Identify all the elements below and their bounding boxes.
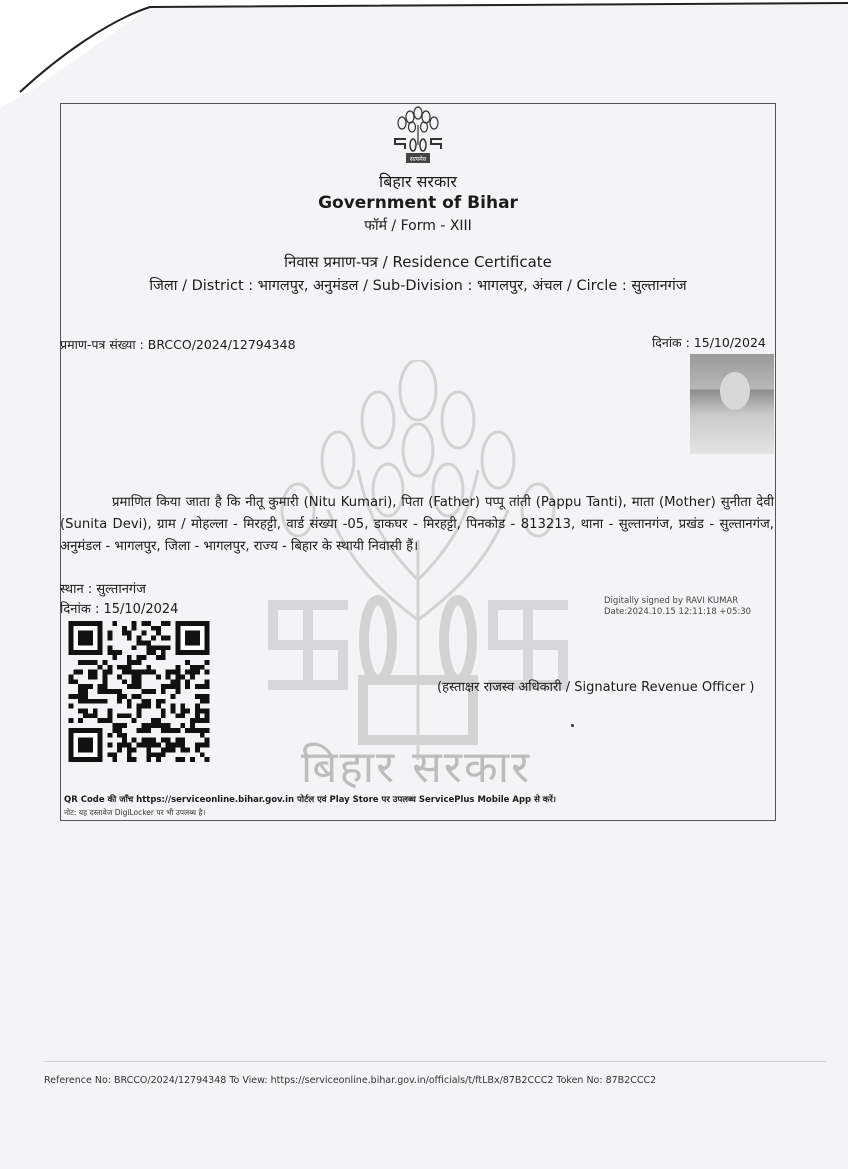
applicant-photo [690, 354, 774, 454]
emblem-motto: सत्यमेव [409, 156, 427, 163]
state-name-english: Government of Bihar [318, 193, 518, 213]
state-name-hindi: बिहार सरकार [379, 172, 457, 191]
digital-signer: Digitally signed by RAVI KUMAR [604, 596, 739, 606]
scan-shadow [0, 0, 848, 120]
qr-code[interactable] [67, 621, 211, 762]
bihar-emblem-icon [388, 105, 448, 167]
watermark-text: बिहार सरकार [300, 742, 532, 793]
bodhi-tree-watermark [258, 360, 578, 800]
certificate-date: दिनांक : 15/10/2024 [652, 335, 766, 350]
footer-divider [44, 1061, 826, 1062]
qr-verification-note: QR Code की जाँच https://serviceonline.bihar.gov.in पोर्टल एवं Play Store पर उपलब्ध ServicePlus Mobile App से करें। [64, 795, 557, 805]
certificate-title: निवास प्रमाण-पत्र / Residence Certificate [284, 253, 552, 271]
district-line: जिला / District : भागलपुर, अनुमंडल / Sub-Division : भागलपुर, अंचल / Circle : सुल्तानगंज [149, 278, 687, 294]
digilocker-note: नोट: यह दस्तावेज DigiLocker पर भी उपलब्ध है। [64, 808, 206, 817]
form-number: फॉर्म / Form - XIII [364, 218, 472, 234]
issue-place: स्थान : सुल्तानगंज [60, 582, 146, 597]
certificate-body: प्रमाणित किया जाता है कि नीतू कुमारी (Nitu Kumari), पिता (Father) पप्पू तांती (Pappu Tanti), माता (Mother) सुनीता देवी (Sunita Devi), ग्राम / मोहल्ला - मिरहट्टी, वार्ड संख्या -05, डाकघर - मिरहट्टी, पिनकोड - 813213, थाना - सुल्तानगंज, प्रखंड - सुल्तानगंज, अनुमंडल - भागलपुर, जिला - भागलपुर, राज्य - बिहार के स्थायी निवासी हैं। [60, 495, 774, 554]
ink-dot [571, 724, 574, 727]
certificate-number: प्रमाण-पत्र संख्या : BRCCO/2024/12794348 [60, 337, 296, 352]
digital-sign-date: Date:2024.10.15 12:11:18 +05:30 [604, 607, 752, 617]
reference-footer: Reference No: BRCCO/2024/12794348 To View: https://serviceonline.bihar.gov.in/officials/t/ftLBx/87B2CCC2 Token No: 87B2CCC2 [44, 1075, 657, 1086]
digital-signature-block [604, 596, 751, 618]
issue-date: दिनांक : 15/10/2024 [60, 602, 179, 617]
signature-revenue-officer: (हस्ताक्षर राजस्व अधिकारी / Signature Revenue Officer ) [437, 680, 755, 695]
